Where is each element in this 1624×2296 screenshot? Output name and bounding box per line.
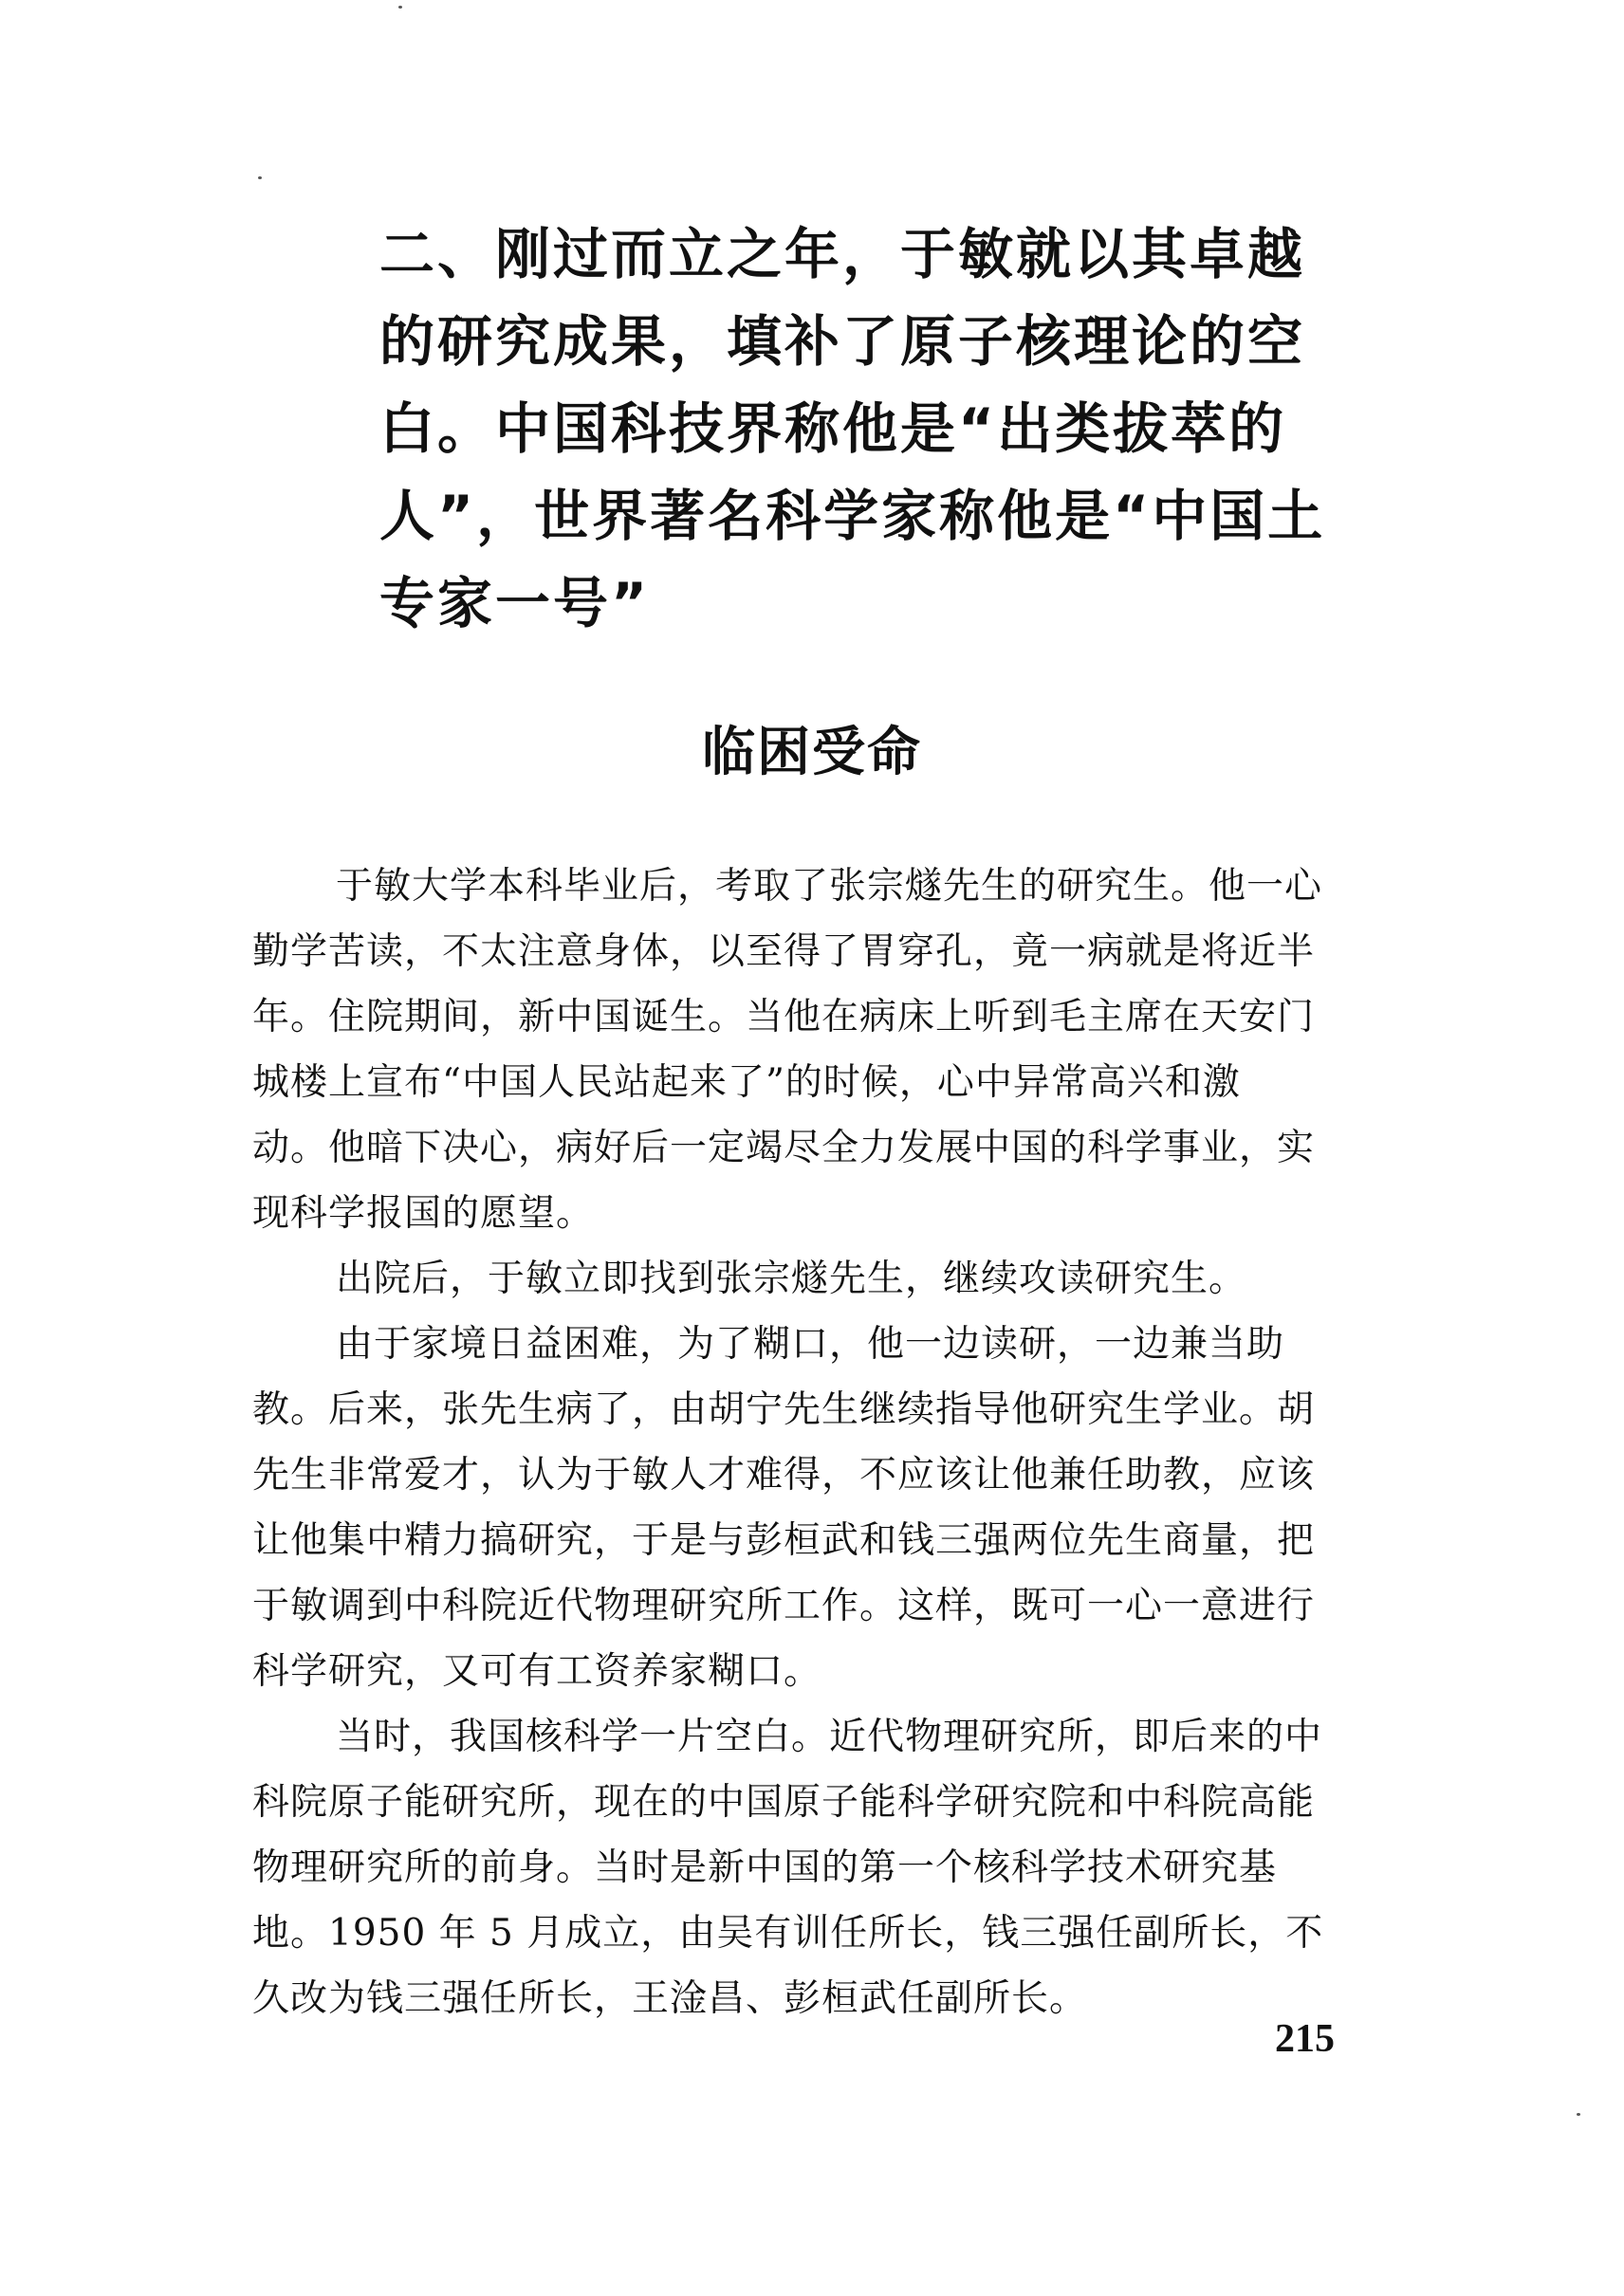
body-line: 科学研究，又可有工资养家糊口。 [252, 1650, 822, 1693]
body-text [252, 854, 1429, 2031]
body-line: 由于家境日益困难，为了糊口，他一边读研，一边兼当助 [336, 1323, 1285, 1366]
body-line: 先生非常爱才，认为于敏人才难得，不应该让他兼任助教，应该 [252, 1454, 1316, 1497]
body-line: 勤学苦读，不太注意身体，以至得了胃穿孔，竟一病就是将近半 [252, 930, 1316, 973]
body-line: 物理研究所的前身。当时是新中国的第一个核科学技术研究基 [252, 1846, 1278, 1889]
body-line: 教。后来，张先生病了，由胡宁先生继续指导他研究生学业。胡 [252, 1388, 1316, 1431]
body-line: 于敏调到中科院近代物理研究所工作。这样，既可一心一意进行 [252, 1585, 1316, 1627]
chapter-heading-line: 人”，世界著名科学家称他是“中国土 [379, 484, 1326, 548]
body-line: 年。住院期间，新中国诞生。当他在病床上听到毛主席在天安门 [252, 996, 1316, 1038]
scan-speck [1577, 2113, 1580, 2116]
chapter-heading-line: 的研究成果，填补了原子核理论的空 [379, 309, 1306, 374]
body-line: 当时，我国核科学一片空白。近代物理研究所，即后来的中 [336, 1716, 1323, 1758]
scan-speck [398, 6, 402, 9]
body-line: 让他集中精力搞研究，于是与彭桓武和钱三强两位先生商量，把 [252, 1519, 1316, 1562]
body-line: 出院后，于敏立即找到张宗燧先生，继续攻读研究生。 [336, 1258, 1247, 1300]
chapter-heading-line: 二、刚过而立之年，于敏就以其卓越 [379, 222, 1306, 286]
body-line: 久改为钱三强任所长，王淦昌、彭桓武任副所长。 [252, 1977, 1088, 2020]
body-line: 地。1950 年 5 月成立，由吴有训任所长，钱三强任副所长，不 [252, 1912, 1324, 1955]
section-title: 临困受命 [702, 722, 922, 783]
scan-speck [258, 176, 262, 179]
body-line: 动。他暗下决心，病好后一定竭尽全力发展中国的科学事业，实 [252, 1127, 1316, 1169]
page-number: 215 [1275, 2017, 1335, 2061]
body-line: 科院原子能研究所，现在的中国原子能科学研究院和中科院高能 [252, 1781, 1316, 1824]
chapter-heading-line: 专家一号” [379, 571, 651, 635]
body-line: 现科学报国的愿望。 [252, 1192, 595, 1235]
body-line: 于敏大学本科毕业后，考取了张宗燧先生的研究生。他一心 [336, 865, 1323, 908]
chapter-heading [379, 211, 1326, 647]
chapter-heading-line: 白。中国科技界称他是“出类拔萃的 [379, 396, 1287, 461]
body-line: 城楼上宣布“中国人民站起来了”的时候，心中异常高兴和激 [252, 1061, 1241, 1104]
